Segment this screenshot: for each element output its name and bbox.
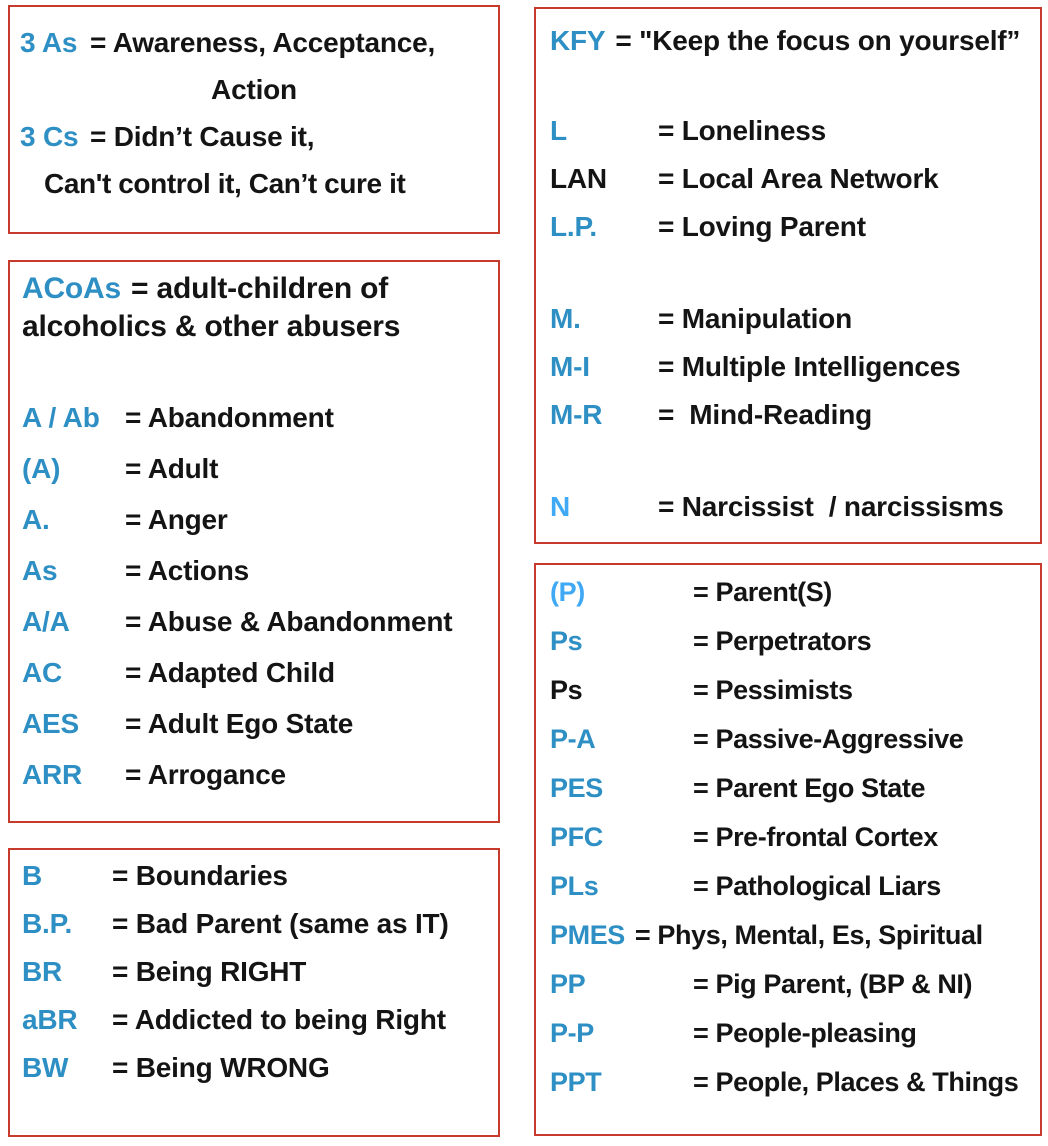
definition: = Adapted Child — [125, 656, 335, 688]
abbreviation: 3 Cs — [20, 120, 79, 152]
abbreviation: L.P. — [550, 211, 597, 242]
definition: = Local Area Network — [658, 163, 939, 194]
glossary-entry — [22, 647, 486, 698]
abbreviation: M. — [550, 303, 581, 334]
abbreviation: ARR — [22, 758, 83, 790]
entry-list — [22, 852, 486, 1092]
definition: = Actions — [125, 554, 249, 586]
glossary-entry — [550, 715, 1026, 764]
abbreviation: N — [550, 491, 571, 522]
abbreviation: PP — [550, 969, 586, 999]
box-b-terms — [8, 848, 500, 1137]
section-header — [550, 21, 1026, 61]
abbreviation: PPT — [550, 1067, 602, 1097]
abbreviation: B — [22, 860, 43, 891]
entry-group — [550, 107, 1026, 251]
glossary-entry — [550, 155, 1026, 203]
abbreviation: KFY — [550, 25, 606, 56]
definition: = Anger — [125, 503, 228, 535]
entry-group — [550, 295, 1026, 439]
definition: = Adult — [125, 452, 219, 484]
abbreviation: (P) — [550, 577, 585, 607]
definition: = People-pleasing — [693, 1018, 917, 1048]
glossary-entry — [20, 19, 488, 66]
abbreviation: 3 As — [20, 26, 78, 58]
definition-continuation: Can't control it, Can’t cure it — [44, 167, 406, 199]
entry-list — [550, 568, 1026, 1107]
abbreviation: Ps — [550, 675, 583, 705]
definition: = Loneliness — [658, 115, 826, 146]
glossary-entry — [22, 749, 486, 800]
glossary-entry — [22, 1044, 486, 1092]
definition: = Pessimists — [693, 675, 853, 705]
definition-continuation: Action — [211, 73, 297, 105]
glossary-entry — [550, 391, 1026, 439]
definition: = Narcissist / narcissisms — [658, 491, 1004, 522]
glossary-entry — [22, 948, 486, 996]
glossary-entry — [550, 617, 1026, 666]
glossary-entry — [550, 295, 1026, 343]
glossary-entry — [22, 494, 486, 545]
abbreviation: M-I — [550, 351, 590, 382]
box-kfy-lmn — [534, 7, 1042, 544]
definition: = People, Places & Things — [693, 1067, 1019, 1097]
abbreviation: ACoAs — [22, 272, 122, 305]
abbreviation: PMES — [550, 920, 625, 950]
definition: = Boundaries — [112, 860, 288, 891]
definition: = Mind-Reading — [658, 399, 873, 430]
definition: = Bad Parent (same as IT) — [112, 908, 449, 939]
entry-list — [550, 107, 1026, 531]
abbreviation: AES — [22, 707, 79, 739]
glossary-entry — [550, 1009, 1026, 1058]
glossary-entry — [550, 666, 1026, 715]
abbreviation: AC — [22, 656, 63, 688]
glossary-entry — [22, 698, 486, 749]
abbreviation: LAN — [550, 163, 607, 194]
box-p-terms — [534, 563, 1042, 1136]
definition: = Pathological Liars — [693, 871, 941, 901]
abbreviation: PES — [550, 773, 603, 803]
definition: = Pre-frontal Cortex — [693, 822, 938, 852]
abbreviation: As — [22, 554, 58, 586]
definition: = Manipulation — [658, 303, 852, 334]
glossary-entry — [550, 764, 1026, 813]
definition: = Parent(S) — [693, 577, 832, 607]
definition: = Arrogance — [125, 758, 286, 790]
definition: = Addicted to being Right — [112, 1004, 446, 1035]
box-acoas — [8, 260, 500, 823]
glossary-entry — [22, 852, 486, 900]
abbreviation: Ps — [550, 626, 583, 656]
section-header — [22, 270, 486, 346]
abbreviation: A/A — [22, 605, 70, 637]
abbreviation: BR — [22, 956, 63, 987]
glossary-entry — [550, 911, 1026, 960]
definition: = Parent Ego State — [693, 773, 926, 803]
glossary-entry — [550, 107, 1026, 155]
glossary-entry — [550, 862, 1026, 911]
definition: = Adult Ego State — [125, 707, 354, 739]
definition: = Loving Parent — [658, 211, 866, 242]
glossary-entry — [550, 960, 1026, 1009]
definition: = Awareness, Acceptance, — [90, 26, 436, 58]
abbreviation: M-R — [550, 399, 603, 430]
glossary-entry — [550, 813, 1026, 862]
glossary-entry — [22, 443, 486, 494]
definition: = Abandonment — [125, 401, 334, 433]
definition: = Being RIGHT — [112, 956, 307, 987]
glossary-entry — [550, 1058, 1026, 1107]
glossary-entry — [22, 900, 486, 948]
glossary-entry — [22, 392, 486, 443]
definition: = Pig Parent, (BP & NI) — [693, 969, 973, 999]
entry-group — [550, 483, 1026, 531]
abbreviation: aBR — [22, 1004, 78, 1035]
definition: = Being WRONG — [112, 1052, 330, 1083]
entry-list — [22, 392, 486, 800]
abbreviation: A / Ab — [22, 401, 100, 433]
definition: = Didn’t Cause it, — [90, 120, 315, 152]
definition: = Abuse & Abandonment — [125, 605, 453, 637]
definition: = Passive-Aggressive — [693, 724, 964, 754]
abbreviation: (A) — [22, 452, 61, 484]
glossary-entry — [550, 483, 1026, 531]
glossary-entry — [550, 343, 1026, 391]
abbreviation: B.P. — [22, 908, 73, 939]
definition: = Phys, Mental, Es, Spiritual — [634, 920, 983, 950]
glossary-entry — [550, 203, 1026, 251]
abbreviation: PLs — [550, 871, 599, 901]
glossary-entry — [550, 568, 1026, 617]
glossary-entry — [22, 596, 486, 647]
abbreviation: P-P — [550, 1018, 594, 1048]
glossary-entry — [22, 996, 486, 1044]
abbreviation: PFC — [550, 822, 603, 852]
abbreviation: L — [550, 115, 567, 146]
glossary-entry — [22, 545, 486, 596]
definition: = Perpetrators — [693, 626, 872, 656]
abbreviation: P-A — [550, 724, 596, 754]
abbreviation: BW — [22, 1052, 69, 1083]
box-3as-3cs — [8, 5, 500, 234]
definition: = adult-children of alcoholics & other abusers — [22, 272, 401, 343]
glossary-entry — [20, 113, 488, 160]
abbreviation: A. — [22, 503, 50, 535]
definition: = Multiple Intelligences — [658, 351, 961, 382]
definition: = "Keep the focus on yourself” — [615, 25, 1021, 56]
